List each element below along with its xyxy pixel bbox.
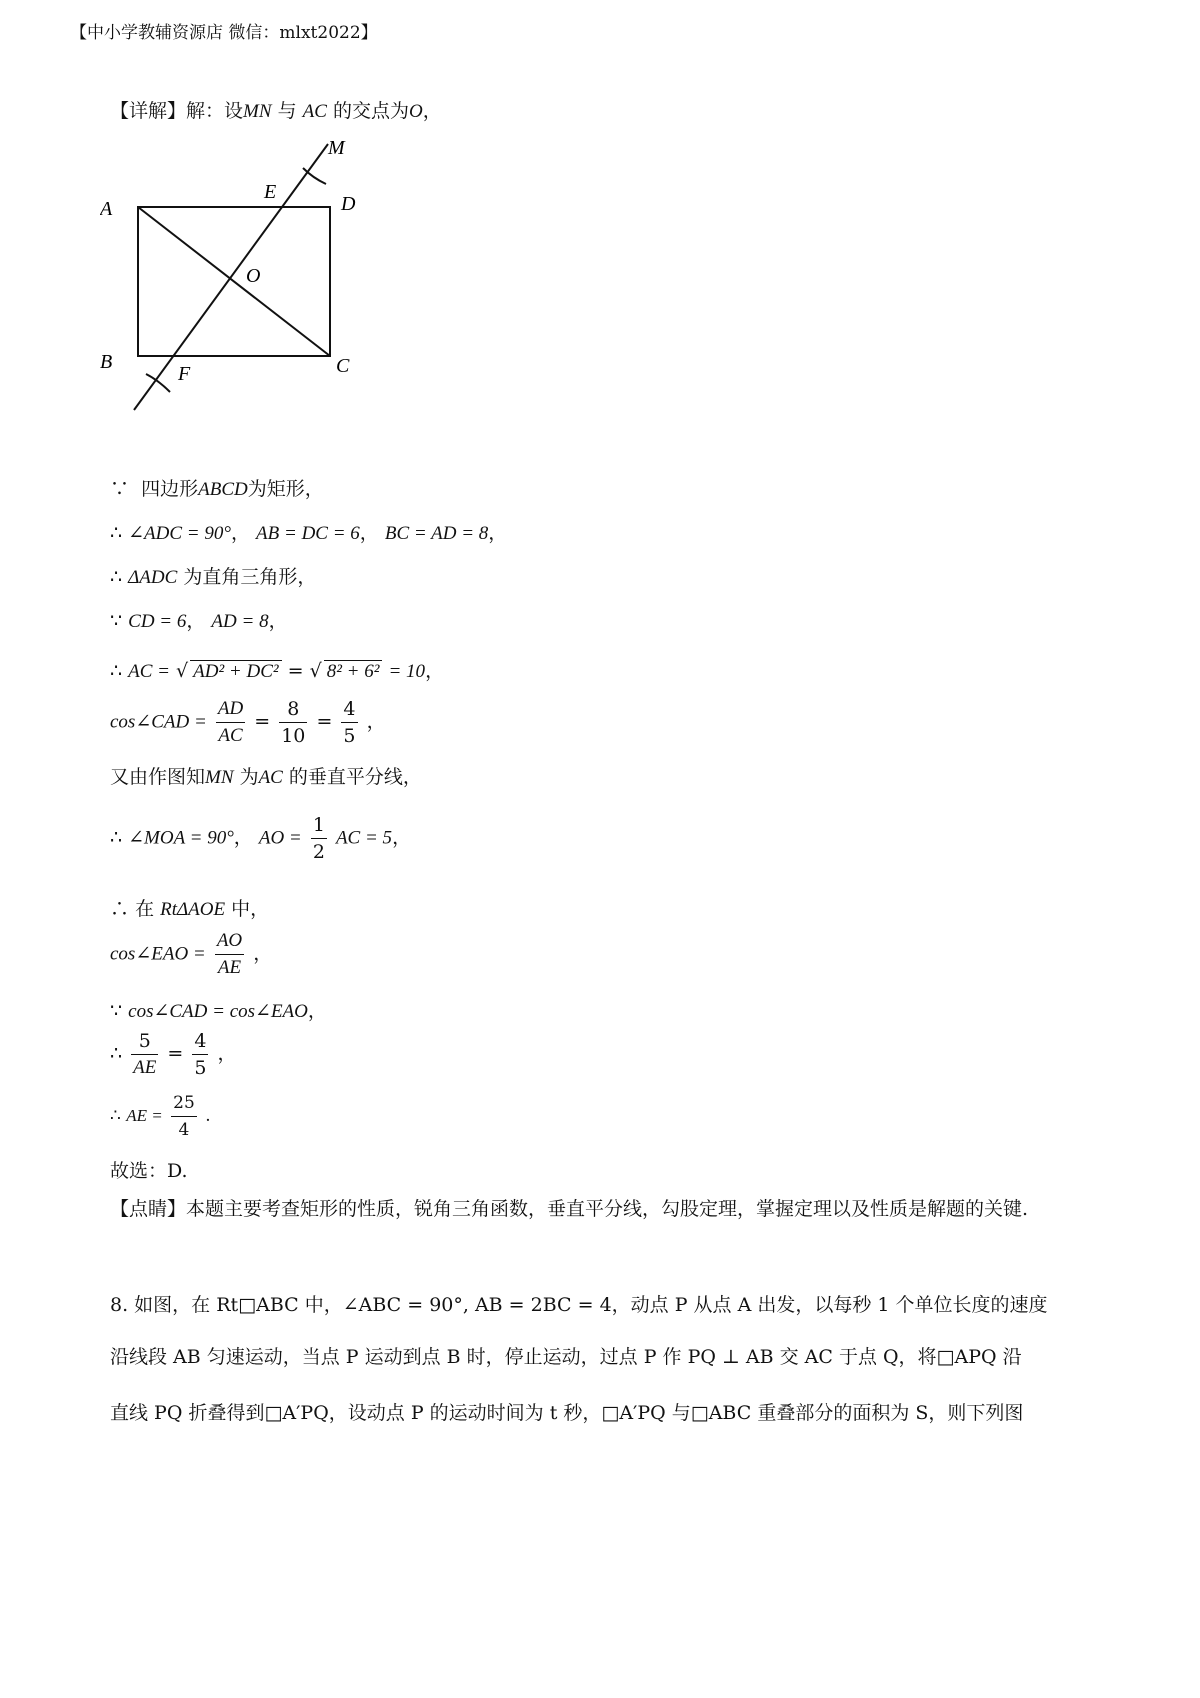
step-8: ∴ ∠MOA = 90°， AO = $\frac{1}{2}$ AC = 5， [110, 814, 412, 863]
label-e: E [264, 181, 277, 203]
step-2: ∴ ∠ADC = 90°， AB = DC = 6， BC = AD = 8， [110, 522, 508, 544]
label-m: M [328, 140, 345, 159]
step-10: cos∠EAO = $\frac{AO}{AE}$ ， [110, 930, 273, 978]
step-13: ∴ AE = $\frac{25}{4}$ . [110, 1090, 211, 1143]
label-o: O [246, 265, 261, 287]
step-5: ∴ AC = √ AD² + DC² = √ 8² + 6² = 10， [110, 660, 445, 682]
step-6: cos∠CAD = $\frac{AD}{AC}$ = $\frac{8}{10}$ = $\frac{4}{5}$ ， [110, 698, 386, 747]
step-9: ∴ 在 RtΔAOE 中， [110, 898, 270, 920]
step-7: 又由作图知MN 为AC 的垂直平分线， [110, 766, 422, 788]
arc-mark-top [303, 168, 326, 184]
comment-paragraph: 【点睛】本题主要考查矩形的性质，锐角三角函数，垂直平分线，勾股定理，掌握定理以及性质是解题的关键. [110, 1198, 1029, 1220]
step-14-answer: 故选：D. [110, 1160, 188, 1182]
question-8-line-2: 沿线段 AB 匀速运动，当点 P 运动到点 B 时，停止运动，过点 P 作 PQ ⊥ AB 交 AC 于点 Q，将□APQ 沿 [110, 1346, 1022, 1368]
solution-intro: 【详解】解：设MN 与 AC 的交点为O， [110, 100, 442, 122]
step-4: ∵ CD = 6， AD = 8， [110, 610, 288, 632]
label-d: D [341, 193, 356, 215]
step-11: ∵ cos∠CAD = cos∠EAO， [110, 1000, 327, 1022]
label-b: B [100, 351, 113, 373]
question-8-line-3: 直线 PQ 折叠得到□A′PQ，设动点 P 的运动时间为 t 秒，□A′PQ 与□ABC 重叠部分的面积为 S，则下列图 [110, 1402, 1024, 1424]
line-mn [134, 144, 328, 410]
step-12: ∴ $\frac{5}{AE}$ = $\frac{4}{5}$ ， [110, 1030, 237, 1079]
step-3: ∴ ΔADC 为直角三角形， [110, 566, 317, 588]
header-watermark: 【中小学教辅资源店 微信：mlxt2022】 [70, 23, 378, 43]
label-c: C [336, 355, 350, 377]
rectangle-diagram [100, 140, 400, 450]
question-8-line-1: 8. 如图，在 Rt□ABC 中，∠ABC = 90°, AB = 2BC = 4，动点 P 从点 A 出发，以每秒 1 个单位长度的速度 [110, 1294, 1048, 1316]
diagonal-ac [138, 207, 330, 356]
label-f: F [178, 363, 191, 385]
step-1: ∵ 四边形ABCD为矩形， [110, 478, 324, 500]
label-a: A [100, 198, 113, 220]
